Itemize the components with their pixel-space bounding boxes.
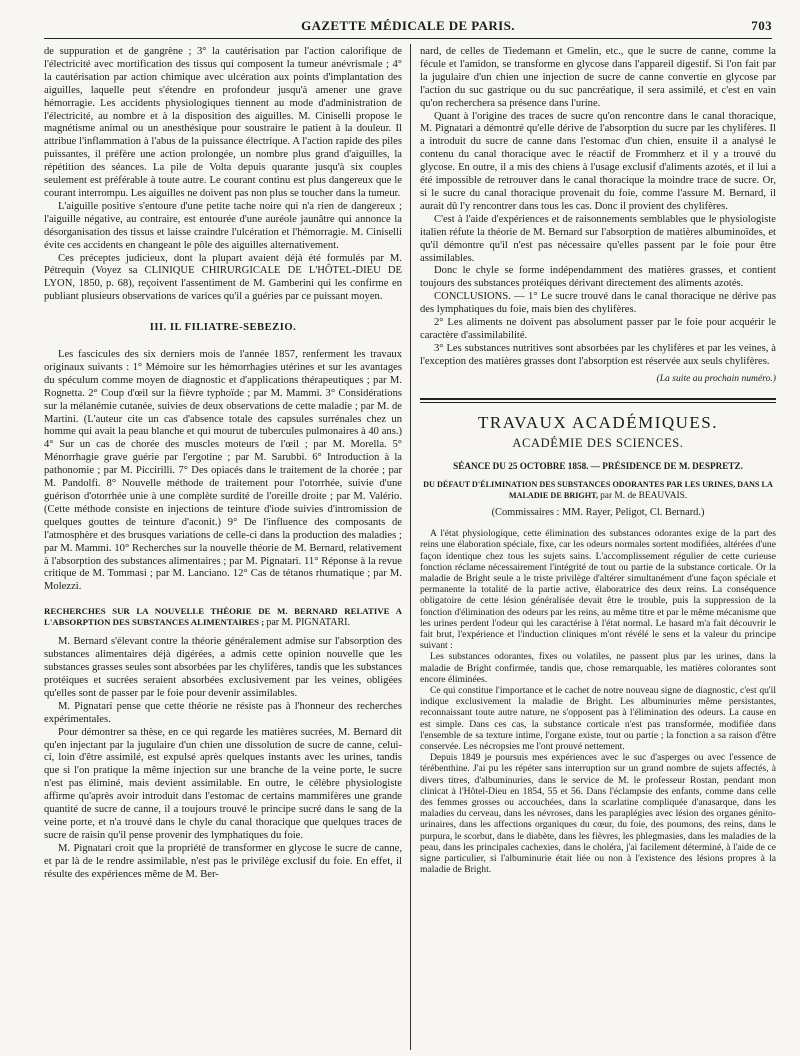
article-heading — [44, 606, 402, 628]
paragraph: de suppuration et de gangrène ; 3° la cautérisation par l'action calorifique de l'électricité avec mortification des tissus qui composent la tumeur anévrismale ; 4° la cautérisation par action chimique avec ulcération aux points d'implantation des aiguilles, laquelle peut s'étendre en profondeur jusqu'à amener une grave hémorragie. Les accidents physiologiques tiennent au mode d'administration de l'électricité, au nombre et à la disposition des aiguilles. M. Ciniselli propose le magnétisme animal ou un anesthésique pour soustraire le patient à la douleur. Il attribue l'inflammation à l'abus de la puissance électrique. A l'action rapide des piles puissantes, il préfère une action prolongée, un nombre plus grand d'aiguilles, la répétition des séances. La pile de Volta depuis quarante jusqu'à six couples seulement est préférable à toute autre. Le courant continu est plus dangereux que le courant interrompu. Les aiguilles ne doivent pas non plus se toucher dans la tumeur. — [44, 46, 402, 199]
paragraph: Depuis 1849 je poursuis mes expériences avec le suc d'asperges ou avec l'essence de térébenthine. J'ai pu les répéter sans interruption sur un grand nombre de sujets affectés, à divers titres, d'albuminuries, dans le service de M. le professeur Rostan, pendant mon clinicat à l'Hôtel-Dieu en 1854, 55 et 56. Dans l'éclampsie des enfants, comme dans celle des femmes grosses ou accouchées, dans la scarlatine compliquée d'anasarque, dans les maladies du cerveau, dans les névroses, dans les paraplégies avec lésion des organes génito-urinaires, dans les affections organiques du cœur, du foie, des poumons, des reins, dans le purpura, le scorbut, dans le diabète, dans les fièvres, les phlegmasies, dans les maladies de la peau, dans les principales cachexies, dans le choléra, j'ai facilement déterminé, à l'aide de ce signe particulier, si l'albuminurie était liée ou non à l'existence des lésions propres à la maladie de Bright. — [420, 752, 776, 876]
academie-heading: ACADÉMIE DES SCIENCES. — [512, 436, 684, 451]
column-divider — [410, 44, 411, 1050]
page-number: 703 — [751, 18, 772, 33]
section-rule — [420, 398, 776, 400]
paragraph: Pour démontrer sa thèse, en ce qui regarde les matières sucrées, M. Bernard dit qu'en injectant par la jugulaire d'un chien une dissolution de sucre de canne, celui-ci, loin d'être assimilé, est expulsé après quelques instants avec les urines, tandis que si l'on pratique la même injection sur une branche de la veine porte, le sucre n'est pas éliminé, mais devient assimilable. En outre, le célèbre physiologiste affirme qu'après avoir introduit dans l'estomac de certains mammifères une grande quantité de sucre de canne, il a toujours trouvé le principe sucré dans le sang de la veine porte, et n'a trouvé dans le chyle du canal thoracique que quelques traces de sucre de raisin qu'il pense provenir des lymphatiques du foie. — [44, 726, 402, 841]
header-rule — [44, 38, 772, 39]
paragraph: Les fascicules des six derniers mois de l'année 1857, renferment les travaux originaux suivants : 1° Mémoire sur les hémorrhagies utérines et sur les avantages du spéculum comme moyen de diagnostic et d'applications thérapeutiques ; par M. Rognetta. 2° Coup d'œil sur la fièvre typhoïde ; par M. Mammi. 3° Considérations sur la mélanémie cutanée, suivies de deux observations de cette maladie ; par M. de Martini. (L'auteur cite un cas d'absence totale des capsules surrénales chez un homme qui avait la peau blanche et qui mourut de tubercules pulmonaires à 40 ans.) 4° Sur un cas de chorée des muscles moteurs de l'œil ; par M. Morella. 5° Ménorrhagie grave guérie par l'ergotine ; par M. Sarubbi. 6° Introduction à la pathonomie ; par M. Piccirilli. 7° Des opiacés dans le traitement de la chorée ; par M. Pandolfi. 8° Nouvelle méthode de traitement pour l'otorrhée, suivie d'une guérison d'otorrhée unie à une complète surdité de l'oreille droite ; par M. Valério. (Cette méthode consiste en injections de teinture d'iode suivies d'intromission de quelques gouttes de teinture d'aconit.) 9° De l'influence des composants de l'atmosphère et des brusques variations de celle-ci dans la production des maladies ; par M. Mammi. 10° Recherches sur la nouvelle théorie de M. Bernard, relativement à l'absorption des substances alimentaires ; par M. Pignatari. 11° Réponse à la revue critique de M. Tommasi ; par M. Lanciano. 12° Cas de tétanos rhumatique ; par M. Molezzi. — [44, 349, 402, 593]
paragraph: Ce qui constitue l'importance et le cachet de notre nouveau signe de diagnostic, c'est qu'il indique exclusivement la maladie de Bright. Les albuminuries même persistantes, reconnaissant toute autre nature, ne s'opposent pas à l'élimination des odeurs. La cause en est simple. Dans ces cas, la substance corticale n'est pas transformée, modifiée dans l'ensemble de sa texture intime, l'organe existe, tout ou partie ; la fonction a sa raison d'être conservée. Les nécropsies me l'ont prouvé nettement. — [420, 685, 776, 753]
paragraph: M. Pignatari pense que cette théorie ne résiste pas à l'honneur des recherches expérimentales. — [44, 700, 402, 725]
paragraph: Quant à l'origine des traces de sucre qu'on rencontre dans le canal thoracique, M. Pignatari a démontré qu'elle dérive de l'absorption du sucre par les chylifères. Il a introduit du sucre de canne dans l'estomac d'un chien, ensuite il a analysé le contenu du canal thoracique avec le réactif de Frommherz et il y a trouvé du glycose. En outre, il a mis des chiens à l'usage exclusif d'aliments azotés, et il lui a été impossible de retrouver dans le canal thoracique la moindre trace de sucre. Or, si le sucre du canal thoracique provenait du foie, comme l'assure M. Bernard, il aurait dû l'y rencontrer dans tous les cas. Donc il provient des chylifères. — [420, 110, 776, 212]
conclusion-3: 3° Les substances nutritives sont absorbées par les chylifères et par les veines, à l'exception des matières grasses dont l'absorption est réservée aux seuls chylifères. — [420, 342, 776, 367]
commissaires-line: (Commissaires : MM. Rayer, Peligot, Cl. Bernard.) — [491, 507, 705, 519]
paragraph: nard, de celles de Tiedemann et Gmelin, etc., que le sucre de canne, comme la fécule et l'amidon, se transforme en glycose dans l'appareil digestif. Si l'on fait par la jugulaire d'un chien une injection de sucre de canne convertie en glycose par l'action du suc gastrique ou du suc pancréatique, il sera assimilé, et c'est en vain qu'on recherchera sa présence dans l'urine. — [420, 46, 776, 109]
paragraph: Ces préceptes judicieux, dont la plupart avaient déjà été formulés par M. Pétrequin (Voyez sa CLINIQUE CHIRURGICALE DE L'HÔTEL-DIEU DE LYON, 1850, p. 68), reçoivent l'assentiment de M. Gamberini qui les confirme en publiant plusieurs observations de varices qu'il a guéries par ce puissant moyen. — [44, 252, 402, 303]
section-heading: III. IL FILIATRE-SEBEZIO. — [149, 322, 297, 334]
conclusions-paragraph — [420, 291, 776, 317]
paragraph: C'est à l'aide d'expériences et de raisonnements semblables que le physiologiste italien réfute la théorie de M. Bernard sur l'absorption de matières albuminoïdes, et qu'il démontre qu'il n'est pas nécessaire qu'elles passent par le foie pour être assimilables. — [420, 213, 776, 264]
memoir-body — [420, 528, 776, 875]
paragraph: M. Pignatari croit que la propriété de transformer en glycose le sucre de canne, et par là de le rendre assimilable, n'est pas le privilège exclusif du foie. En effet, il résulte des expériences même de M. Ber- — [44, 842, 402, 880]
conclusions-label: CONCLUSIONS. — [434, 291, 511, 303]
continued-note: (La suite au prochain numéro.) — [656, 372, 776, 384]
paragraph: L'aiguille positive s'entoure d'une petite tache noire qui n'a rien de dangereux ; l'aiguille négative, au contraire, est entourée d'une auréole jaunâtre qui annonce la désorganisation des tissus et laisse craindre l'ulcération et l'hémorragie. M. Ciniselli évite ces accidents en changeant le pôle des aiguilles alternativement. — [44, 200, 402, 251]
paragraph: M. Bernard s'élevant contre la théorie généralement admise sur l'absorption des substances alimentaires déjà digérées, a admis cette opinion nouvelle que les substances grasses seules sont absorbées par les chylifères, tandis que les substances protéiques et sucrées seraient absorbées exclusivement par les veines, obligées qu'elles sont de passer par le foie pour devenir assimilables. — [44, 636, 402, 699]
conclusion-2: 2° Les aliments ne doivent pas absolument passer par le foie pour acquérir le caractère d'assimilabilité. — [420, 317, 776, 341]
article-title: RECHERCHES SUR LA NOUVELLE THÉORIE DE M. BERNARD RELATIVE A L'ABSORPTION DES SUBSTANCES ALIMENTAIRES ; — [44, 606, 402, 628]
running-header — [44, 16, 772, 36]
paragraph: Les substances odorantes, fixes ou volatiles, ne passent plus par les urines, dans la maladie de Bright confirmée, tandis que, chose remarquable, les matières colorantes sont encore éliminées. — [420, 651, 776, 685]
travaux-heading: TRAVAUX ACADÉMIQUES. — [477, 412, 718, 432]
journal-title: GAZETTE MÉDICALE DE PARIS. — [301, 18, 515, 33]
paragraph: Donc le chyle se forme indépendamment des matières grasses, et contient toujours des substances protéiques dérivant directement des aliments azotés. — [420, 265, 776, 290]
paragraph: A l'état physiologique, cette élimination des substances odorantes exige de la part des reins une élaboration spéciale, fixe, car les odeurs normales sortent modifiées, altérées d'une façon identique chez tous les sujets sains. L'accomplissement régulier de cette curieuse fonction réclame nécessairement l'intégrité de tout ou partie de la substance corticale. Or la maladie de Bright seule a le triste privilège d'altérer simultanément d'une façon spéciale et permanente la totalité de la partie active, élaboratrice des deux reins. La conséquence obligatoire de cette lésion généralisée devait être le trouble, puis la suppression de la fonction d'élimination des odeurs par les reins, au même titre et par le même mécanisme que les urines perdent l'odeur qui les caractérise à l'état normal. Le hasard m'a fait découvrir le fait brut, l'expérience et l'induction cliniques m'ont révélé le sens et la valeur du principe suivant : — [420, 528, 776, 652]
seance-line: SÉANCE DU 25 OCTOBRE 1858. — PRÉSIDENCE DE M. DESPRETZ. — [453, 461, 743, 472]
memoir-title: DU DÉFAUT D'ÉLIMINATION DES SUBSTANCES ODORANTES PAR LES URINES, DANS LA MALADIE DE BRIGHT, — [423, 480, 773, 500]
conclusion-1: — 1° Le sucre trouvé dans le canal thoracique ne dérive pas des lymphatiques du foie, mais bien des chylifères. — [420, 291, 776, 316]
section-rule — [420, 402, 776, 403]
article-author: par M. PIGNATARI. — [266, 617, 350, 629]
memoir-author: par M. de BEAUVAIS. — [600, 490, 688, 501]
memoir-heading — [420, 480, 776, 501]
left-column — [44, 46, 402, 1046]
right-column — [420, 46, 776, 1046]
